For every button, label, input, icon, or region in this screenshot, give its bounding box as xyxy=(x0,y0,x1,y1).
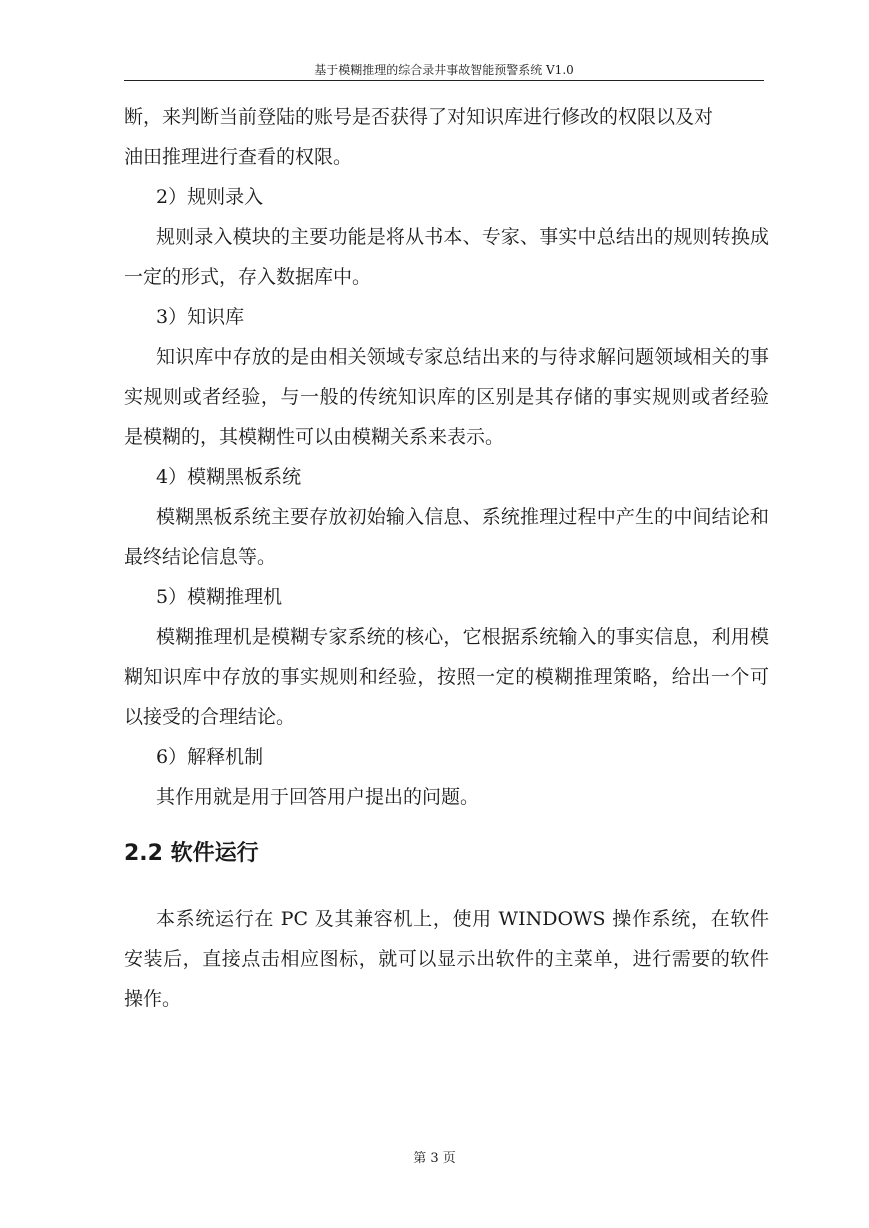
body-content xyxy=(124,97,769,817)
item-heading-explanation: 6）解释机制 xyxy=(156,746,264,768)
item-text-rule-entry: 规则录入模块的主要功能是将从书本、专家、事实中总结出的规则转换成一定的形式，存入数据库中。 xyxy=(124,226,769,288)
item-text-knowledge-base: 知识库中存放的是由相关领域专家总结出来的与待求解问题领域相关的事实规则或者经验，与一般的传统知识库的区别是其存储的事实规则或者经验是模糊的，其模糊性可以由模糊关系来表示。 xyxy=(124,346,769,448)
section-title: 2.2 软件运行 xyxy=(124,841,259,866)
item-text-blackboard: 模糊黑板系统主要存放初始输入信息、系统推理过程中产生的中间结论和最终结论信息等。 xyxy=(124,506,769,568)
section-text: 本系统运行在 PC 及其兼容机上，使用 WINDOWS 操作系统，在软件安装后，直接点击相应图标，就可以显示出软件的主菜单，进行需要的软件操作。 xyxy=(124,908,769,1010)
item-text-explanation: 其作用就是用于回答用户提出的问题。 xyxy=(156,786,480,808)
item-heading-blackboard: 4）模糊黑板系统 xyxy=(156,466,302,488)
item-heading-knowledge-base: 3）知识库 xyxy=(156,306,245,328)
header-rule xyxy=(124,80,764,81)
intro-line-2: 油田推理进行查看的权限。 xyxy=(124,146,353,168)
item-text-inference-engine: 模糊推理机是模糊专家系统的核心，它根据系统输入的事实信息，利用模糊知识库中存放的事实规则和经验，按照一定的模糊推理策略，给出一个可以接受的合理结论。 xyxy=(124,626,769,728)
item-heading-rule-entry: 2）规则录入 xyxy=(156,186,264,208)
section-content xyxy=(124,899,769,1019)
intro-line-1: 断，来判断当前登陆的账号是否获得了对知识库进行修改的权限以及对 xyxy=(124,106,714,128)
item-heading-inference-engine: 5）模糊推理机 xyxy=(156,586,283,608)
page-number: 第 3 页 xyxy=(413,1151,456,1166)
page-header: 基于模糊推理的综合录井事故智能预警系统 V1.0 xyxy=(314,63,574,77)
